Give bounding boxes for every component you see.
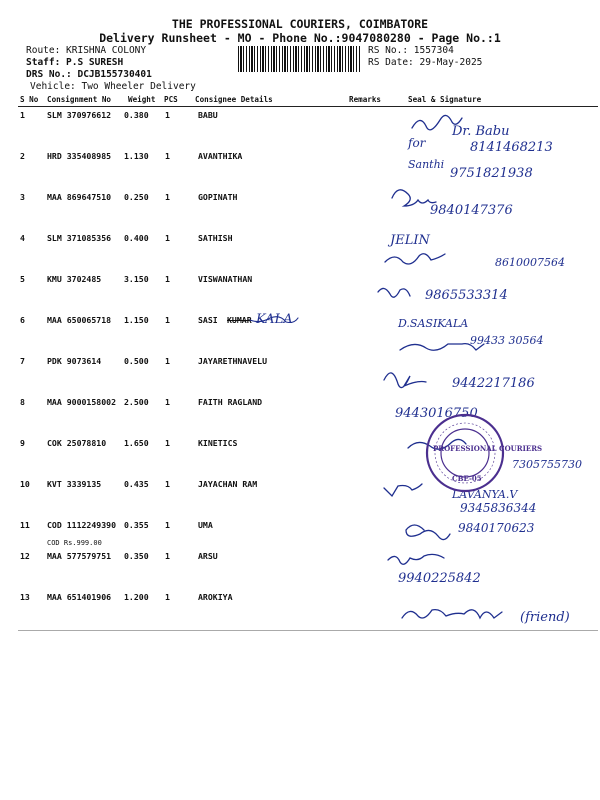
- row-consignee: GOPINATH: [198, 192, 238, 202]
- row-consignee-handwritten: KALA: [256, 312, 293, 327]
- col-consignee: Consignee Details: [195, 95, 273, 104]
- row-consignee: UMA: [198, 520, 213, 530]
- row-consignee-struck: KUMAR: [227, 315, 252, 325]
- handwritten-phone: 9751821938: [450, 166, 533, 181]
- row-sno: 5: [20, 274, 25, 284]
- handwritten-phone: 99433 30564: [470, 334, 544, 347]
- row-weight: 0.400: [124, 233, 149, 243]
- row-weight: 1.150: [124, 315, 149, 325]
- row-sno: 6: [20, 315, 25, 325]
- col-sno: S No: [20, 95, 39, 104]
- row-sno: 12: [20, 551, 30, 561]
- row-pcs: 1: [165, 479, 170, 489]
- rs-number: RS No.: 1557304: [368, 45, 454, 56]
- row-consignee: BABU: [198, 110, 218, 120]
- row-consignment-no: HRD 335408985: [47, 151, 112, 161]
- row-pcs: 1: [165, 151, 170, 161]
- row-cod-amount: COD Rs.999.00: [47, 539, 102, 547]
- route-label: Route: KRISHNA COLONY: [26, 45, 147, 56]
- row-consignment-no: MAA 650065718: [47, 315, 112, 325]
- row-consignment-no: COD 1112249390: [47, 520, 117, 530]
- row-pcs: 1: [165, 192, 170, 202]
- row-weight: 0.250: [124, 192, 149, 202]
- row-pcs: 1: [165, 397, 170, 407]
- row-weight: 1.200: [124, 592, 149, 602]
- row-consignment-no: COK 25078810: [47, 438, 107, 448]
- row-weight: 0.500: [124, 356, 149, 366]
- handwritten-name: Dr. Babu: [452, 124, 510, 139]
- row-sno: 1: [20, 110, 25, 120]
- row-consignment-no: MAA 651401906: [47, 592, 112, 602]
- row-sno: 8: [20, 397, 25, 407]
- row-weight: 0.380: [124, 110, 149, 120]
- row-consignment-no: SLM 371085356: [47, 233, 112, 243]
- col-pcs: PCS: [164, 95, 178, 104]
- row-consignment-no: PDK 9073614: [47, 356, 102, 366]
- row-sno: 10: [20, 479, 30, 489]
- vehicle-label: Vehicle: Two Wheeler Delivery: [30, 81, 196, 92]
- handwritten-note: (friend): [520, 610, 570, 625]
- handwritten-phone: 9345836344: [460, 501, 537, 515]
- row-sno: 11: [20, 520, 30, 530]
- document-title: THE PROFESSIONAL COURIERS, COIMBATORE: [171, 17, 429, 31]
- row-consignment-no: MAA 9000158002: [47, 397, 117, 407]
- row-consignee: SATHISH: [198, 233, 233, 243]
- row-pcs: 1: [165, 520, 170, 530]
- row-sno: 3: [20, 192, 25, 202]
- stamp-subtext: CBE-05: [452, 474, 482, 483]
- row-consignee: AVANTHIKA: [198, 151, 243, 161]
- drs-number: DRS No.: DCJB155730401: [26, 69, 152, 80]
- row-consignee: FAITH RAGLAND: [198, 397, 263, 407]
- document-subtitle: Delivery Runsheet - MO - Phone No.:9047080280 - Page No.:1: [99, 31, 501, 45]
- row-sno: 2: [20, 151, 25, 161]
- row-consignment-no: KVT 3339135: [47, 479, 102, 489]
- col-remarks: Remarks: [349, 95, 382, 104]
- row-pcs: 1: [165, 274, 170, 284]
- row-consignee: JAYACHAN RAM: [198, 479, 258, 489]
- row-weight: 1.650: [124, 438, 149, 448]
- row-consignment-no: SLM 370976612: [47, 110, 112, 120]
- row-weight: 3.150: [124, 274, 149, 284]
- row-consignment-no: MAA 869647510: [47, 192, 112, 202]
- stamp-text: PROFESSIONAL COURIERS: [433, 444, 543, 453]
- col-consignment: Consignment No: [47, 95, 112, 104]
- handwritten-phone: 8141468213: [470, 140, 553, 155]
- handwritten-note: for: [408, 136, 426, 150]
- handwritten-phone: 9840170623: [458, 521, 535, 535]
- row-weight: 0.350: [124, 551, 149, 561]
- row-weight: 1.130: [124, 151, 149, 161]
- rs-date: RS Date: 29-May-2025: [368, 57, 483, 68]
- handwritten-name: JELIN: [390, 233, 430, 248]
- row-weight: 0.435: [124, 479, 149, 489]
- handwritten-phone: 9840147376: [430, 203, 513, 218]
- col-weight: Weight: [128, 95, 156, 104]
- row-consignee: SASI: [198, 315, 218, 325]
- row-consignment-no: KMU 3702485: [47, 274, 102, 284]
- handwritten-name: D.SASIKALA: [398, 317, 469, 330]
- handwritten-phone: 9940225842: [398, 571, 481, 586]
- handwritten-phone: 9865533314: [425, 288, 508, 303]
- row-consignment-no: MAA 577579751: [47, 551, 112, 561]
- row-sno: 9: [20, 438, 25, 448]
- row-sno: 4: [20, 233, 25, 243]
- handwritten-phone: 7305755730: [512, 458, 582, 471]
- row-pcs: 1: [165, 110, 170, 120]
- row-sno: 7: [20, 356, 25, 366]
- handwritten-phone: 9443016750: [395, 406, 478, 421]
- col-seal-signature: Seal & Signature: [408, 95, 482, 104]
- row-consignee: AROKIYA: [198, 592, 233, 602]
- row-consignee: ARSU: [198, 551, 218, 561]
- handwritten-phone: 8610007564: [495, 256, 565, 269]
- row-pcs: 1: [165, 551, 170, 561]
- barcode: [238, 46, 360, 72]
- header-rule: [18, 106, 598, 107]
- row-consignee: JAYARETHNAVELU: [198, 356, 268, 366]
- row-pcs: 1: [165, 592, 170, 602]
- row-pcs: 1: [165, 438, 170, 448]
- row-pcs: 1: [165, 356, 170, 366]
- footer-rule: [18, 630, 598, 631]
- handwritten-name: LAVANYA.V: [452, 488, 518, 501]
- staff-label: Staff: P.S SURESH: [26, 57, 124, 68]
- handwritten-phone: 9442217186: [452, 376, 535, 391]
- row-consignee: KINETICS: [198, 438, 238, 448]
- row-weight: 2.500: [124, 397, 149, 407]
- row-sno: 13: [20, 592, 30, 602]
- handwritten-name: Santhi: [408, 158, 445, 171]
- row-pcs: 1: [165, 233, 170, 243]
- row-weight: 0.355: [124, 520, 149, 530]
- row-consignee: VISWANATHAN: [198, 274, 253, 284]
- row-pcs: 1: [165, 315, 170, 325]
- signature-strokes: [250, 115, 502, 618]
